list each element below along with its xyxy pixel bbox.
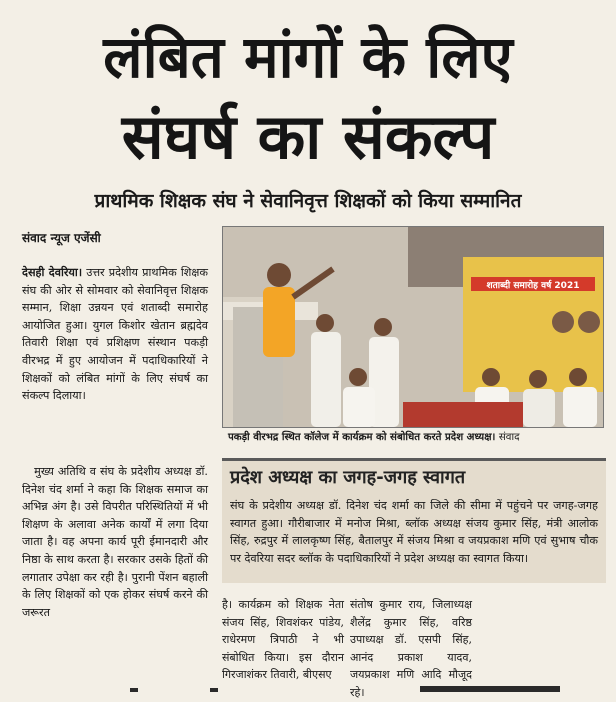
continuation-column-1: है। कार्यक्रम को शिक्षक नेता संजय सिंह, शिवशंकर पांडेय, राधेरमण त्रिपाठी ने भी संबोधित किया। इस दौरान गिरजाशंकर तिवारी, बीएसए	[222, 598, 344, 682]
continuation-column-2: संतोष कुमार राय, जिलाध्यक्ष शैलेंद्र कुमार सिंह, वरिष्ठ उपाध्यक्ष डॉ. एसपी सिंह, आनंद प्रकाश यादव, जयप्रकाश मणि आदि मौजूद रहे।	[350, 598, 472, 699]
sidebar-box-title: प्रदेश अध्यक्ष का जगह-जगह स्वागत	[230, 467, 466, 488]
dateline: देसही देवरिया।	[22, 265, 83, 279]
photo-caption	[228, 430, 600, 446]
para-1-text: उत्तर प्रदेशीय प्राथमिक शिक्षक संघ की ओर से सोमवार को सेवानिवृत्त शिक्षक सम्मान, शिक्षा उन्नयन एवं शताब्दी समारोह आयोजित हुआ। युगल किशोर खेतान ब्रह्मदेव तिवारी शिक्षा एवं प्रशिक्षण संस्थान पकड़ी वीरभद्र में हुए आयोजन में पदाधिकारियों ने शिक्षकों को लंबित मांगों के लिए संघर्ष का संकल्प दिलाया।	[22, 266, 208, 403]
sidebar-box-body: संघ के प्रदेशीय अध्यक्ष डॉ. दिनेश चंद शर्मा का जिले की सीमा में पहुंचने पर जगह-जगह स्वागत हुआ। गौरीबाजार में मनोज मिश्रा, ब्लॉक अध्यक्ष संजय कुमार सिंह, मंत्री आलोक सिंह, रुद्रपुर में लालकृष्ण सिंह, बैतालपुर में संजय मिश्रा व जयप्रकाश मणि एवं सुभाष चौक पर देवरिया सदर ब्लॉक के पदाधिकारियों ने प्रदेश अध्यक्ष का स्वागत किया।	[230, 499, 598, 565]
article-column-1-para-2	[22, 463, 208, 621]
agency-byline: संवाद न्यूज एजेंसी	[22, 231, 101, 245]
para-2-text: मुख्य अतिथि व संघ के प्रदेशीय अध्यक्ष डॉ. दिनेश चंद शर्मा ने कहा कि शिक्षक समाज का अभिन्न अंग है। उसे विपरीत परिस्थितियों में भी शिक्षण के अलावा अनेक कार्यों में लगा दिया जाता है। वह अपना कार्य पूरी ईमानदारी और निष्ठा के साथ करता है। सरकार उसके हितों की लगातार उपेक्षा कर रही है। पुरानी पेंशन बहाली के लिए शिक्षकों को एक होकर संघर्ष करने की जरूरत	[22, 465, 208, 619]
caption-text: पकड़ी वीरभद्र स्थित कॉलेज में कार्यक्रम को संबोधित करते प्रदेश अध्यक्ष।	[228, 432, 496, 443]
photo-credit: संवाद	[498, 432, 520, 443]
cut-off-next-article	[0, 680, 616, 694]
headline-line-2: संघर्ष का संकल्प	[121, 100, 495, 173]
subheadline: प्राथमिक शिक्षक संघ ने सेवानिवृत्त शिक्षकों को किया सम्मानित	[94, 190, 522, 212]
sidebar-box	[222, 458, 606, 583]
news-photo	[222, 226, 604, 428]
headline-line-1: लंबित मांगों के लिए	[103, 23, 513, 91]
article-column-1-para-1	[22, 264, 208, 405]
photo-illustration	[223, 227, 603, 427]
photo-banner-text: शताब्दी समारोह वर्ष 2021	[486, 281, 580, 291]
